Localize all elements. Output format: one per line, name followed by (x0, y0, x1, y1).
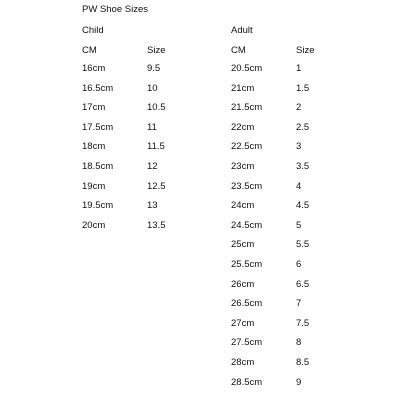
child-cm-cell: 19cm (82, 181, 106, 192)
child-cm-cell: 20cm (82, 220, 106, 231)
adult-size-header: Size (296, 45, 315, 56)
adult-table-row (0, 160, 400, 174)
adult-size-cell: 8 (296, 337, 302, 348)
adult-table-row (0, 82, 400, 96)
child-cm-cell: 17.5cm (82, 122, 114, 133)
child-cm-header: CM (82, 45, 97, 56)
child-size-cell: 11 (147, 122, 157, 133)
child-section-label: Child (82, 25, 104, 36)
child-cm-cell: 19.5cm (82, 200, 114, 211)
adult-table-row (0, 376, 400, 390)
adult-size-cell: 3 (296, 141, 302, 152)
adult-cm-cell: 25cm (231, 239, 255, 250)
adult-size-cell: 8.5 (296, 357, 310, 368)
adult-size-cell: 1 (296, 63, 302, 74)
adult-size-cell: 3.5 (296, 161, 310, 172)
adult-table-row (0, 101, 400, 115)
adult-cm-cell: 28.5cm (231, 377, 263, 388)
child-size-cell: 10.5 (147, 102, 166, 113)
adult-table-row (0, 238, 400, 252)
adult-table-row (0, 297, 400, 311)
adult-table-row (0, 278, 400, 292)
adult-size-cell: 5 (296, 220, 302, 231)
adult-cm-cell: 25.5cm (231, 259, 263, 270)
adult-table-row (0, 219, 400, 233)
adult-cm-cell: 21.5cm (231, 102, 263, 113)
adult-size-cell: 5.5 (296, 239, 310, 250)
adult-table-row (0, 356, 400, 370)
adult-cm-cell: 21cm (231, 83, 255, 94)
adult-size-cell: 9 (296, 377, 302, 388)
adult-cm-cell: 20.5cm (231, 63, 263, 74)
adult-size-cell: 2.5 (296, 122, 310, 133)
adult-cm-cell: 27.5cm (231, 337, 263, 348)
adult-table-row (0, 180, 400, 194)
adult-cm-cell: 27cm (231, 318, 255, 329)
child-cm-cell: 16.5cm (82, 83, 114, 94)
adult-cm-cell: 26.5cm (231, 298, 263, 309)
adult-size-cell: 6 (296, 259, 302, 270)
adult-table-row (0, 258, 400, 272)
adult-table-row (0, 121, 400, 135)
adult-size-cell: 4 (296, 181, 302, 192)
adult-cm-cell: 22.5cm (231, 141, 263, 152)
child-size-cell: 13.5 (147, 220, 166, 231)
adult-cm-cell: 24cm (231, 200, 255, 211)
adult-size-cell: 7.5 (296, 318, 310, 329)
child-cm-cell: 18cm (82, 141, 106, 152)
child-size-cell: 11.5 (147, 141, 165, 152)
child-cm-cell: 17cm (82, 102, 106, 113)
adult-cm-header: CM (231, 45, 246, 56)
adult-cm-cell: 23cm (231, 161, 255, 172)
adult-cm-cell: 23.5cm (231, 181, 263, 192)
child-size-cell: 9.5 (147, 63, 161, 74)
adult-table-row (0, 140, 400, 154)
child-cm-cell: 18.5cm (82, 161, 114, 172)
child-size-header: Size (147, 45, 166, 56)
adult-cm-cell: 28cm (231, 357, 255, 368)
child-cm-cell: 16cm (82, 63, 106, 74)
adult-table-row (0, 199, 400, 213)
adult-table-row (0, 317, 400, 331)
child-size-cell: 10 (147, 83, 158, 94)
document-title: PW Shoe Sizes (82, 4, 148, 15)
adult-cm-cell: 24.5cm (231, 220, 263, 231)
adult-cm-cell: 26cm (231, 279, 255, 290)
adult-size-cell: 4.5 (296, 200, 310, 211)
adult-size-cell: 1.5 (296, 83, 310, 94)
adult-section-label: Adult (231, 25, 253, 36)
child-size-cell: 12.5 (147, 181, 166, 192)
child-size-cell: 12 (147, 161, 158, 172)
child-size-cell: 13 (147, 200, 158, 211)
adult-size-cell: 2 (296, 102, 302, 113)
adult-cm-cell: 22cm (231, 122, 255, 133)
adult-size-cell: 7 (296, 298, 302, 309)
adult-table-row (0, 62, 400, 76)
adult-table-row (0, 336, 400, 350)
adult-size-cell: 6.5 (296, 279, 310, 290)
